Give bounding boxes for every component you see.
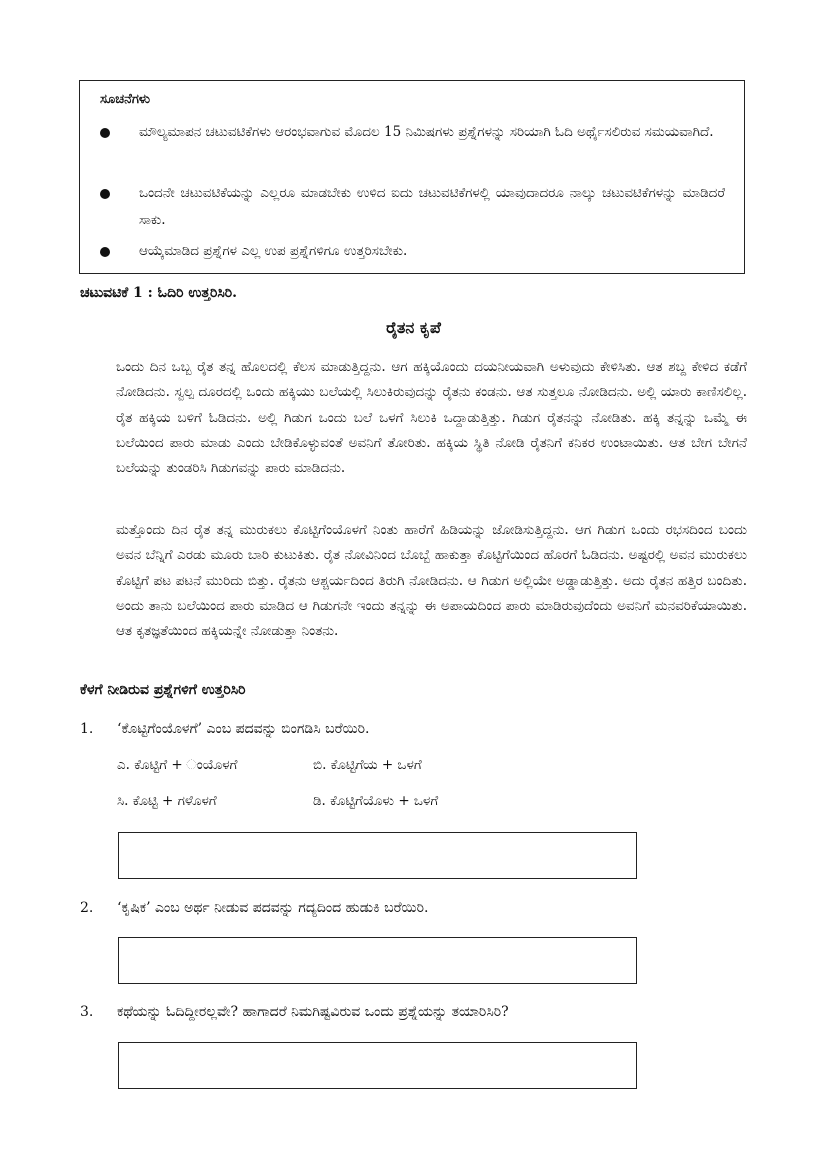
instruction-text: ಆಯ್ಕೆಮಾಡಿದ ಪ್ರಶ್ನೆಗಳ ಎಲ್ಲ ಉಪ ಪ್ರಶ್ನೆಗಳಿಗೂ ಉತ್ತರಿಸಬೇಕು. [139, 243, 408, 259]
bullet-icon [100, 189, 110, 199]
instructions-title: ಸೂಚನೆಗಳು [100, 92, 151, 107]
instruction-text: ಮೌಲ್ಯಮಾಪನ ಚಟುವಟಿಕೆಗಳು ಆರಂಭವಾಗುವ ಮೊದಲ 15 ನಿಮಿಷಗಳು ಪ್ರಶ್ನೆಗಳನ್ನು ಸರಿಯಾಗಿ ಓದಿ ಅರ್ಥೈಸಲಿರುವ ಸಮಯವಾಗಿದೆ. [139, 124, 714, 140]
option-d: ಡಿ. ಕೊಟ್ಟಿಗೆಯೊಳು + ಒಳಗೆ [313, 793, 439, 809]
questions-heading: ಕೆಳಗೆ ನೀಡಿರುವ ಪ್ರಶ್ನೆಗಳಿಗೆ ಉತ್ತರಿಸಿರಿ [80, 682, 246, 698]
answer-box-1[interactable] [118, 832, 637, 879]
bullet-icon [100, 247, 110, 257]
option-b: ಬಿ. ಕೊಟ್ಟಿಗೆಯ + ಒಳಗೆ [313, 757, 422, 773]
question-text: ಕಥೆಯನ್ನು ಓದಿದ್ದೀರಲ್ಲವೇ? ಹಾಗಾದರೆ ನಿಮಗಿಷ್ಟವಿರುವ ಒಂದು ಪ್ರಶ್ನೆಯನ್ನು ತಯಾರಿಸಿರಿ? [117, 1004, 509, 1020]
story-paragraph: ಒಂದು ದಿನ ಒಬ್ಬ ರೈತ ತನ್ನ ಹೊಲದಲ್ಲಿ ಕೆಲಸ ಮಾಡುತ್ತಿದ್ದನು. ಆಗ ಹಕ್ಕಿಯೊಂದು ದಯನೀಯವಾಗಿ ಅಳುವುದು ಕೇಳಿಸಿತು. ಆತ ಶಬ್ದ ಕೇಳಿದ ಕಡೆಗೆ ನೋಡಿದನು. ಸ್ವಲ್ಪ ದೂರದಲ್ಲಿ ಒಂದು ಹಕ್ಕಿಯು ಬಲೆಯಲ್ಲಿ ಸಿಲುಕಿರುವುದನ್ನು ರೈತನು ಕಂಡನು. ಆತ ಸುತ್ತಲೂ ನೋಡಿದನು. ಅಲ್ಲಿ ಯಾರು ಕಾಣಿಸಲಿಲ್ಲ. ರೈತ ಹಕ್ಕಿಯ ಬಳಿಗೆ ಓಡಿದನು. ಅಲ್ಲಿ ಗಿಡುಗ ಒಂದು ಬಲೆ ಒಳಗೆ ಸಿಲುಕಿ ಒದ್ದಾಡುತ್ತಿತ್ತು. ಗಿಡುಗ ರೈತನನ್ನು ನೋಡಿತು. ಹಕ್ಕಿ ತನ್ನನ್ನು ಒಮ್ಮೆ ಈ ಬಲೆಯಿಂದ ಪಾರು ಮಾಡು ಎಂದು ಬೇಡಿಕೊಳ್ಳುವಂತೆ ಅವನಿಗೆ ತೋರಿತು. ಹಕ್ಕಿಯ ಸ್ಥಿತಿ ನೋಡಿ ರೈತನಿಗೆ ಕನಿಕರ ಉಂಟಾಯಿತು. ಆತ ಬೇಗ ಬೇಗನೆ ಬಲೆಯನ್ನು ತುಂಡರಿಸಿ ಗಿಡುಗವನ್ನು ಪಾರು ಮಾಡಿದನು. [116, 359, 747, 477]
story-paragraph: ಮತ್ತೊಂದು ದಿನ ರೈತ ತನ್ನ ಮುರುಕಲು ಕೊಟ್ಟಿಗೆಂಯೊಳಗೆ ನಿಂತು ಹಾರೆಗೆ ಹಿಡಿಯನ್ನು ಜೋಡಿಸುತ್ತಿದ್ದನು. ಆಗ ಗಿಡುಗ ಒಂದು ರಭಸದಿಂದ ಬಂದು ಅವನ ಬೆನ್ನಿಗೆ ಎರಡು ಮೂರು ಬಾರಿ ಕುಟುಕಿತು. ರೈತ ನೋವಿನಿಂದ ಬೊಬ್ಬೆ ಹಾಕುತ್ತಾ ಕೊಟ್ಟಿಗೆಯಿಂದ ಹೊರಗೆ ಓಡಿದನು. ಅಷ್ಟರಲ್ಲಿ ಅವನ ಮುರುಕಲು ಕೊಟ್ಟಿಗೆ ಪಟ ಪಟನೆ ಮುರಿದು ಬಿತ್ತು. ರೈತನು ಆಶ್ಚರ್ಯದಿಂದ ತಿರುಗಿ ನೋಡಿದನು. ಆ ಗಿಡುಗ ಅಲ್ಲಿಯೇ ಅಡ್ಡಾಡುತ್ತಿತ್ತು. ಅದು ರೈತನ ಹತ್ತಿರ ಬಂದಿತು. ಅಂದು ತಾನು ಬಲೆಯಿಂದ ಪಾರು ಮಾಡಿದ ಆ ಗಿಡುಗನೇ ಇಂದು ತನ್ನನ್ನು ಈ ಅಪಾಯದಿಂದ ಪಾರು ಮಾಡಿರುವುದೆಂದು ಅವನಿಗೆ ಮನವರಿಕೆಯಾಯಿತು. ಆತ ಕೃತಜ್ಞತೆಯಿಂದ ಹಕ್ಕಿಯನ್ನೇ ನೋಡುತ್ತಾ ನಿಂತನು. [116, 522, 747, 640]
question-text: ‘ಕೊಟ್ಟಿಗೆಂಯೊಳಗೆ’ ಎಂಬ ಪದವನ್ನು ಬಿಂಗಡಿಸಿ ಬರೆಯಿರಿ. [117, 721, 370, 737]
question-number: 3. [80, 1004, 94, 1020]
bullet-icon [100, 128, 110, 138]
question-number: 2. [80, 900, 94, 916]
question-number: 1. [80, 721, 94, 737]
option-c: ಸಿ. ಕೊಟ್ಟಿ + ಗಳೊಳಗೆ [117, 793, 217, 809]
activity-heading: ಚಟುವಟಿಕೆ 1 : ಓದಿರಿ ಉತ್ತರಿಸಿರಿ. [80, 285, 238, 301]
instruction-item [100, 180, 725, 234]
answer-box-2[interactable] [118, 937, 637, 984]
instruction-text: ಒಂದನೇ ಚಟುವಟಿಕೆಯನ್ನು ಎಲ್ಲರೂ ಮಾಡಬೇಕು ಉಳಿದ ಐದು ಚಟುವಟಿಕೆಗಳಲ್ಲಿ ಯಾವುದಾದರೂ ನಾಲ್ಕು ಚಟುವಟಿಕೆಗಳನ್ನು ಮಾಡಿದರೆ ಸಾಕು. [139, 185, 725, 228]
option-a: ಎ. ಕೊಟ್ಟಿಗೆ + ಂಯೊಳಗೆ [117, 757, 238, 773]
instruction-item [100, 238, 725, 265]
answer-box-3[interactable] [118, 1042, 637, 1089]
story-title: ರೈತನ ಕೃಪೆ [386, 318, 441, 337]
instructions-box [79, 80, 745, 274]
question-text: ‘ಕೃಷಿಕ’ ಎಂಬ ಅರ್ಥ ನೀಡುವ ಪದವನ್ನು ಗದ್ಯದಿಂದ ಹುಡುಕಿ ಬರೆಯಿರಿ. [117, 900, 429, 916]
instruction-item [100, 119, 725, 146]
